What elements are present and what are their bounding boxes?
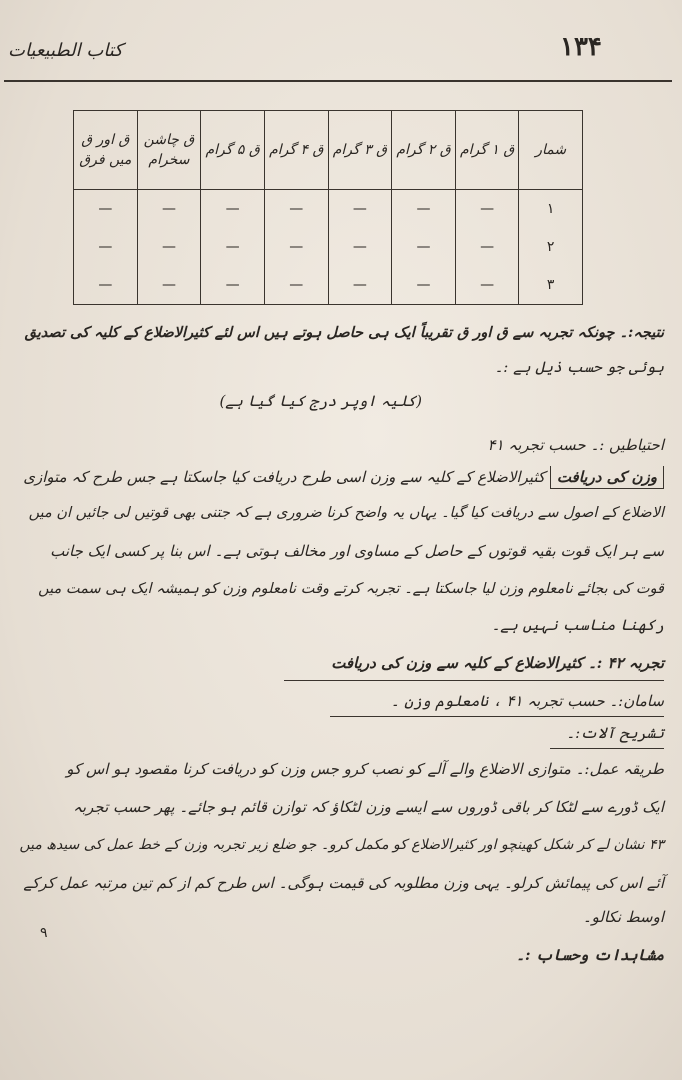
- paragraph-line-1-text: کثیرالاضلاع کے کلیہ سے وزن اسی طرح دریافت کیا جاسکتا ہے جس طرح کہ متوازی: [23, 468, 546, 486]
- apparatus-rule: [330, 716, 664, 717]
- table-cell: —: [392, 266, 456, 305]
- table-header-cell: شمار: [519, 111, 583, 190]
- result-line-2: ہوئی جو حسب ذیل ہے :۔: [494, 358, 664, 376]
- margin-mark: ۹: [40, 925, 48, 941]
- table-cell: —: [392, 190, 456, 229]
- table-cell: —: [74, 228, 138, 266]
- table-cell: ۱: [519, 190, 583, 229]
- table-header-cell: ق ۵ گرام: [201, 111, 265, 190]
- header-rule: [4, 80, 672, 82]
- observations-heading: مشاہدات وحساب :۔: [516, 946, 664, 964]
- section-heading-weight: وزن کی دریافت: [550, 466, 664, 489]
- table-header-cell: ق ۴ گرام: [264, 111, 328, 190]
- paragraph-line-5: رکھنا مناسب نہیں ہے۔: [491, 616, 664, 634]
- table-cell: ۳: [519, 266, 583, 305]
- result-line-3: (کلیہ اوپر درج کیا گیا ہے): [219, 392, 422, 410]
- table-header-row: [74, 111, 583, 190]
- paragraph-line-3: سے ہر ایک قوت بقیہ قوتوں کے حاصل کے مساوی اور مخالف ہوتی ہے۔ اس بنا پر کسی ایک جانب: [50, 542, 664, 560]
- table-cell: —: [137, 266, 201, 305]
- table-cell: —: [264, 228, 328, 266]
- table-row: [74, 228, 583, 266]
- table-row: [74, 266, 583, 305]
- table-header-cell: ق ۲ گرام: [392, 111, 456, 190]
- table-cell: —: [392, 228, 456, 266]
- paragraph-line-1: [23, 466, 664, 489]
- procedure-line-1: طریقہ عمل:۔ متوازی الاضلاع والے آلے کو نصب کرو جس وزن کو دریافت کرنا مقصود ہو اس کو: [66, 760, 664, 778]
- apparatus-line: سامان:۔ حسب تجربہ ۴۱ ، نامعلوم وزن ۔: [390, 692, 664, 710]
- table-cell: —: [137, 228, 201, 266]
- paragraph-line-4: قوت کی بجائے نامعلوم وزن لیا جاسکتا ہے۔ تجربہ کرتے وقت نامعلوم وزن کو ہمیشہ ایک ہی سمت میں: [38, 581, 664, 597]
- table-row: [74, 190, 583, 229]
- table-cell: ۲: [519, 228, 583, 266]
- result-line-1: نتیجہ:۔ چونکہ تجربہ سے ق اور ق تقریباً ایک ہی حاصل ہوتے ہیں اس لئے کثیرالاضلاع کے کلیہ کی تصدیق: [24, 324, 664, 341]
- book-title: کتاب الطبیعیات: [8, 40, 123, 61]
- table-cell: —: [328, 228, 392, 266]
- procedure-line-3: ۴۳ نشان لے کر شکل کھینچو اور کثیرالاضلاع کو مکمل کرو۔ جو ضلع زیر تجربہ وزن کے خط عمل کی سیدھ میں: [19, 837, 664, 853]
- table-cell: —: [328, 190, 392, 229]
- procedure-line-5: اوسط نکالو۔: [582, 908, 664, 926]
- table-header-cell: ق اور ق میں فرق: [74, 111, 138, 190]
- precautions-line: احتیاطیں :۔ حسب تجربہ ۴۱: [487, 436, 664, 454]
- table-cell: —: [201, 190, 265, 229]
- apparatus-description-line: تشریح آلات:۔: [566, 724, 664, 742]
- table-header-cell: ق چاشن سخرام: [137, 111, 201, 190]
- page-number: ۱۳۴: [560, 32, 602, 62]
- table-cell: —: [137, 190, 201, 229]
- paragraph-line-2: الاضلاع کے اصول سے دریافت کیا گیا۔ یہاں یہ واضح کرنا ضروری ہے کہ جتنی بھی قوتیں لی جائیں ان میں: [28, 505, 664, 521]
- table-cell: —: [455, 266, 519, 305]
- table-cell: —: [74, 266, 138, 305]
- table-cell: —: [455, 190, 519, 229]
- table-cell: —: [201, 228, 265, 266]
- table-cell: —: [455, 228, 519, 266]
- table-cell: —: [201, 266, 265, 305]
- page-header: [0, 28, 682, 78]
- observation-table: [73, 110, 583, 305]
- procedure-line-4: آئے اس کی پیمائش کرلو۔ یہی وزن مطلوبہ کی قیمت ہوگی۔ اس طرح کم از کم تین مرتبہ عمل کرکے: [23, 874, 664, 892]
- apparatus-description-rule: [550, 748, 664, 749]
- experiment-title-rule: [284, 680, 664, 681]
- table-header-cell: ق ۱ گرام: [455, 111, 519, 190]
- procedure-line-2: ایک ڈورے سے لٹکا کر باقی ڈوروں سے ایسے وزن لٹکاؤ کہ توازن قائم ہو جائے۔ پھر حسب تجربہ: [73, 798, 664, 816]
- table-cell: —: [328, 266, 392, 305]
- table-header-cell: ق ۳ گرام: [328, 111, 392, 190]
- table-cell: —: [264, 266, 328, 305]
- experiment-title: تجربہ ۴۲ :۔ کثیرالاضلاع کے کلیہ سے وزن کی دریافت: [331, 654, 664, 672]
- table-cell: —: [74, 190, 138, 229]
- table-cell: —: [264, 190, 328, 229]
